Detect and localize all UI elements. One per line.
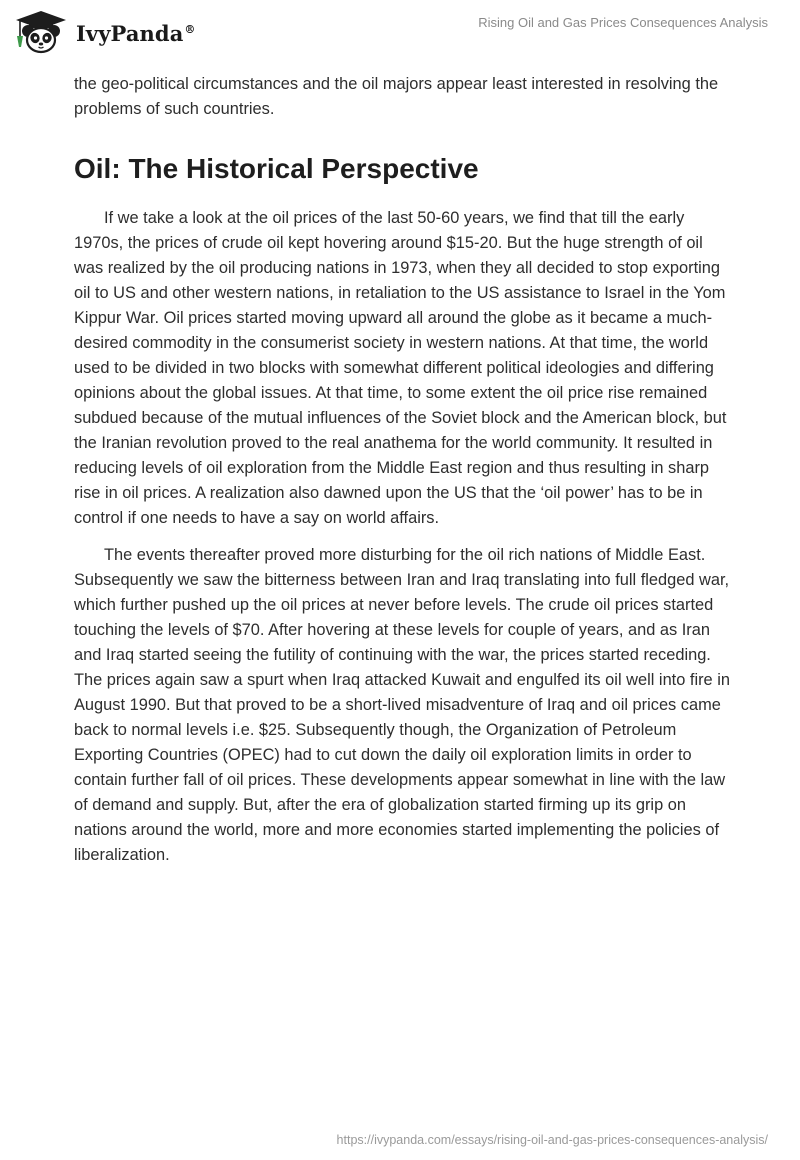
- section-heading: Oil: The Historical Perspective: [74, 153, 479, 184]
- essay-content: [74, 72, 734, 868]
- panda-graduate-icon: [14, 9, 68, 55]
- source-url[interactable]: https://ivypanda.com/essays/rising-oil-and-gas-prices-consequences-analysis/: [336, 1133, 768, 1147]
- document-title: Rising Oil and Gas Prices Consequences Analysis: [478, 15, 768, 30]
- ivypanda-logo[interactable]: [14, 9, 196, 55]
- logo-wordmark: IvyPanda®: [76, 20, 196, 46]
- intro-continuation-paragraph: the geo-political circumstances and the oil majors appear least interested in resolving the problems of such countries.: [74, 75, 719, 118]
- body-paragraph-1: If we take a look at the oil prices of the last 50-60 years, we find that till the early 1970s, the prices of crude oil kept hovering around $15-20. But the huge strength of oil was realized by the oil producing nations in 1973, when they all decided to stop exporting oil to US and other western nations, in retaliation to the US assistance to Israel in the Yom Kippur War. Oil prices started moving upward all around the globe as it became a much-desired commodity in the consumerist society in western nations. At that time, the world used to be divided in two blocks with somewhat different political ideologies and differing opinions about the global issues. At that time, to some extent the oil price rise remained subdued because of the mutual influences of the Soviet block and the American block, but the Iranian revolution proved to the real anathema for the world community. It resulted in reducing levels of oil exploration from the Middle East region and thus resulting in sharp rise in oil prices. A realization also dawned upon the US that the ‘oil power’ has to be in control if one needs to have a say on world affairs.: [74, 209, 727, 527]
- body-paragraph-2: The events thereafter proved more disturbing for the oil rich nations of Middle East. Subsequently we saw the bitterness between Iran and Iraq translating into full fledged war, which further pushed up the oil prices at never before levels. The crude oil prices started touching the levels of $70. After hovering at these levels for couple of years, and as Iran and Iraq started seeing the futility of continuing with the war, the prices started receding. The prices again saw a spurt when Iraq attacked Kuwait and engulfed its oil well into fire in August 1990. But that proved to be a short-lived misadventure of Iraq and oil prices came back to normal levels i.e. $25. Subsequently though, the Organization of Petroleum Exporting Countries (OPEC) had to cut down the daily oil exploration limits in order to contain further fall of oil prices. These developments appear somewhat in line with the law of demand and supply. But, after the era of globalization started firming up its grip on nations around the world, more and more economies started implementing the policies of liberalization.: [74, 546, 730, 864]
